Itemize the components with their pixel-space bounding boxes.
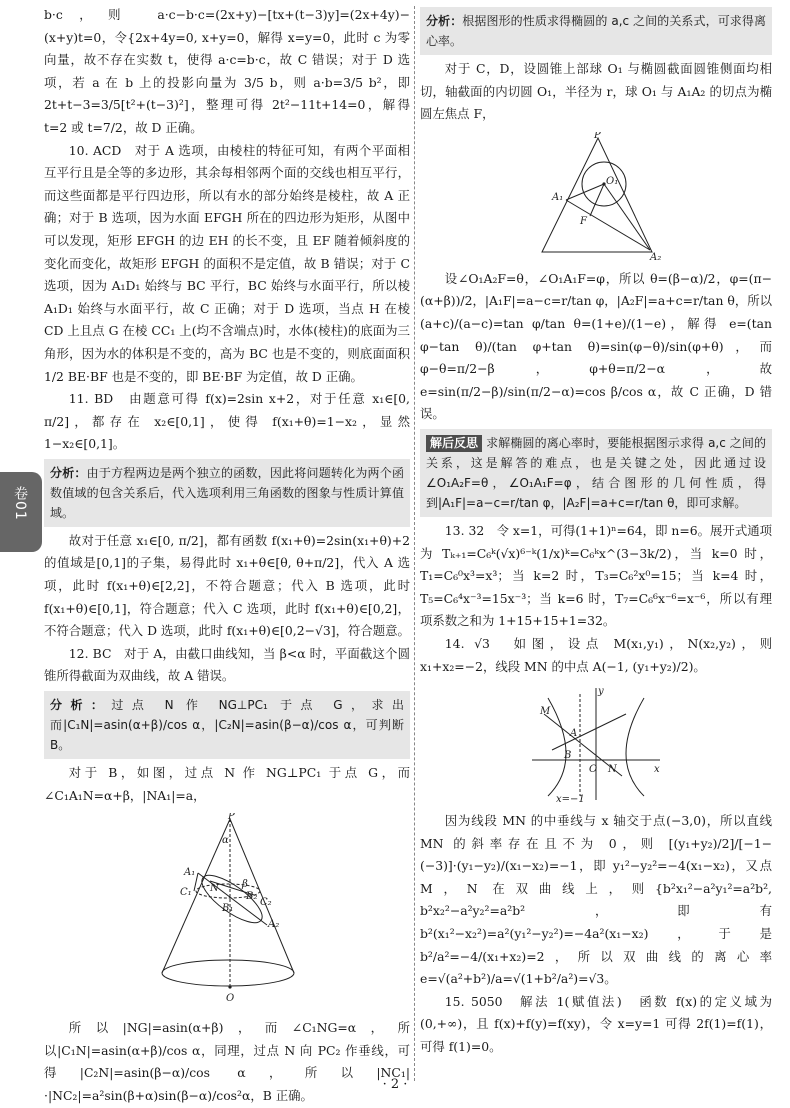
- cone-figure: [142, 813, 312, 1011]
- para-q11-cont: 故对于任意 x₁∈[0, π/2]，都有函数 f(x₁+θ)=2sin(x₁+θ)+2 的值域是[0,1]的子集，易得此时 x₁+θ∈[θ, θ+π/2]，代入 A 选项，此时 f(x₁+θ)∈[2,2]，不符合题意；代入 B 选项，此时 f(x₁+θ)∈[0,1]，符合题意；代入 C 选项，此时 f(x₁+θ)∈[0,2]，不符合题意；代入 D 选项，此时 f(x₁+θ)∈[0,2−√3]，符合题意。: [44, 532, 410, 639]
- analysis-text: 根据图形的性质求得椭圆的 a,c 之间的关系式，可求得离心率。: [426, 14, 766, 48]
- analysis-box-q11: [44, 459, 410, 527]
- cone-label-p: P: [228, 813, 235, 823]
- reflection-text: 求解椭圆的离心率时，要能根据图示求得 a,c 之间的关系，这是解答的难点，也是关键之处，因此通过设∠O₁A₂F=θ，∠O₁A₁F=φ，结合图形的几何性质，得到|A₁F|=a−c=r/tan φ，|A₂F|=a+c=r/tan θ，即可求解。: [426, 435, 766, 510]
- cone-label-beta: β: [242, 879, 248, 891]
- cone-label-alpha: α: [222, 835, 229, 847]
- cone-label-o: O: [226, 993, 235, 1005]
- hyp-label-m: M: [540, 706, 551, 718]
- tri-label-o1: O₁: [606, 175, 619, 187]
- cone-label-a1: A₁: [184, 867, 196, 879]
- tri-label-a1: A₁: [552, 191, 564, 203]
- hyp-label-a: A: [570, 728, 578, 740]
- reflection-tag: 解后反思: [426, 435, 482, 452]
- para-cd-cont: 设∠O₁A₂F=θ，∠O₁A₁F=φ，所以 θ=(β−α)/2，φ=(π−(α+β))/2，|A₁F|=a−c=r/tan φ，|A₂F|=a+c=r/tan θ，所以 (a+c)/(a−c)=tan φ/tan θ=(1+e)/(1−e)，解得 e=(tan φ−tan θ)/(tan φ+tan θ)=sin(φ−θ)/sin(φ+θ)，而 φ−θ=π/2−β，φ+θ=π/2−α，故 e=sin(π/2−β)/sin(π/2−α)=cos β/cos α，故 C 正确，D 错误。: [420, 270, 772, 422]
- hyp-label-o: O: [589, 764, 598, 776]
- tri-label-a2: A₂: [650, 251, 662, 262]
- para-q15: 15. 5050 解法 1(赋值法) 函数 f(x)的定义域为(0,+∞)，且 f(x)+f(y)=f(xy)，令 x=y=1 可得 2f(1)=f(1)，可得 f(1)=0。: [420, 993, 773, 1055]
- analysis-tag: 分析：: [50, 698, 112, 713]
- side-tab: [0, 472, 42, 552]
- right-column: [420, 4, 772, 1059]
- para-q12: 12. BC 对于 A，由截口曲线知，当 β<α 时，平面截这个圆锥所得截面为双曲线，故 A 错误。: [44, 645, 410, 684]
- analysis-tag: 分析：: [426, 14, 463, 28]
- para-q11: 11. BD 由题意可得 f(x)=2sin x+2，对于任意 x₁∈[0, π/2]，都存在 x₂∈[0,1]，使得 f(x₁+θ)=1−x₂，显然 1−x₂∈[0,1]。: [44, 391, 410, 452]
- cone-label-n: N: [210, 883, 219, 895]
- cone-label-b2: B₂: [246, 891, 258, 903]
- side-tab-label: 卷01: [12, 486, 28, 521]
- para-q12-b: 对于 B，如图，过点 N 作 NG⊥PC₁ 于点 G，而∠C₁A₁N=α+β，|NA₁|=a，: [44, 765, 410, 803]
- analysis-box-q12-cd: [420, 7, 772, 55]
- hyp-label-x: x: [654, 764, 660, 776]
- cone-label-c2: C₂: [260, 897, 272, 909]
- para-q9-end: b·c，则 a·c−b·c=(2x+y)−[tx+(t−3)y]=(2x+4y)−(x+y)t=0，令{2x+4y=0, x+y=0，解得 x=y=0，此时 c 为零向量，故不存在实数 t，使得 a·c=b·c，故 C 错误；对于 D 选项，若 a 在 b 上的投影向量为 3/5 b，则 a·b=3/5 b²，即 2t+t−3=3/5[t²+(t−3)²]，整理可得 2t²−11t+14=0，解得 t=2 或 t=7/2，故 D 正确。: [44, 7, 410, 135]
- tri-label-f: F: [580, 215, 587, 227]
- para-q14: 14. √3 如图，设点 M(x₁,y₁)，N(x₂,y₂)，则 x₁+x₂=−2，线段 MN 的中点 A(−1, (y₁+y₂)/2)。: [420, 635, 772, 674]
- hyp-label-line: x=−1: [556, 794, 585, 805]
- page-number: · 2 ·: [382, 1077, 408, 1092]
- para-q14-cont: 因为线段 MN 的中垂线与 x 轴交于点(−3,0)，所以直线 MN 的斜率存在且不为 0，则 [(y₁+y₂)/2]/[−1−(−3)]·(y₁−y₂)/(x₁−x₂)=−1，即 y₁²−y₂²=−4(x₁−x₂)，又点 M，N 在双曲线上，则{b²x₁²−a²y₁²=a²b², b²x₂²−a²y₂²=a²b²，即有 b²(x₁²−x₂²)=a²(y₁²−y₂²)=−4a²(x₁−x₂)，于是 b²/a²=−4/(x₁+x₂)=2，所以双曲线的离心率 e=√(a²+b²)/a=√(1+b²/a²)=√3。: [420, 813, 772, 987]
- cone-label-a2: A₂: [268, 919, 280, 931]
- hyp-label-y: y: [598, 686, 604, 698]
- left-column: [44, 4, 410, 1108]
- para-q10: 10. ACD 对于 A 选项，由棱柱的特征可知，有两个平面相互平行且是全等的多边形，其余每相邻两个面的交线也相互平行，而这些面都是平行四边形，所以有水的部分始终是棱柱，故 A 正确；对于 B 选项，因为水面 EFGH 所在的四边形为矩形，从图中可以发现，矩形 EFGH 的边 EH 的长不变，且 EF 随着倾斜度的变化而变化，故矩形 EFGH 的面积不是定值，故 B 错误；对于 C 选项，因为 A₁D₁ 始终与 BC 平行，BC 始终与水面平行，所以棱 A₁D₁ 始终与水面平行，故 C 正确；对于 D 选项，当点 H 在棱 CD 上且点 G 在棱 CC₁ 上(均不含端点)时，水体(棱柱)的底面为三角形，因为水的体积是不变的，高为 BC 也是不变的，则底面面积 1/2 BE·BF 也是不变的，即 BE·BF 为定值，故 D 正确。: [44, 142, 410, 384]
- cone-label-c1: C₁: [180, 887, 192, 899]
- column-divider: [414, 6, 415, 1081]
- para-cd: 对于 C，D，设圆锥上部球 O₁ 与椭圆截面圆锥侧面均相切，轴截面的内切圆 O₁，半径为 r，球 O₁ 与 A₁A₂ 的切点为椭圆左焦点 F，: [420, 61, 772, 122]
- para-q12-c: 所以|NG|=asin(α+β)，而∠C₁NG=α，所以|C₁N|=asin(α+β)/cos α，同理，过点 N 向 PC₂ 作垂线，可得|C₂N|=asin(β−α)/cos α，所以|NC₁|·|NC₂|=a²sin(β+α)sin(β−α)/cos²α，B 正确。: [44, 1020, 410, 1103]
- hyp-label-b: B: [564, 750, 572, 762]
- analysis-text: 由于方程两边是两个独立的函数，因此将问题转化为两个函数值域的包含关系后，代入选项利用三角函数的图象与性质计算值域。: [50, 465, 404, 520]
- hyp-label-n: N: [608, 764, 617, 776]
- analysis-text: 过点 N 作 NG⊥PC₁ 于点 G，求出而|C₁N|=asin(α+β)/cos α，|C₂N|=asin(β−α)/cos α，可判断 B。: [50, 698, 404, 753]
- para-q13: 13. 32 令 x=1，可得(1+1)ⁿ=64，即 n=6。展开式通项为 Tₖ₊₁=C₆ᵏ(√x)⁶⁻ᵏ(1/x)ᵏ=C₆ᵏx^(3−3k/2)，当 k=0 时，T₁=C₆⁰x³=x³；当 k=2 时，T₃=C₆²x⁰=15；当 k=4 时，T₅=C₆⁴x⁻³=15x⁻³；当 k=6 时，T₇=C₆⁶x⁻⁶=x⁻⁶，所以有理项系数之和为 1+15+15+1=32。: [420, 522, 772, 629]
- reflection-box: [420, 429, 772, 517]
- analysis-tag: 分析：: [50, 465, 87, 480]
- triangle-figure: [526, 132, 666, 262]
- hyperbola-figure: [526, 684, 666, 804]
- tri-label-p: P: [594, 131, 601, 141]
- analysis-box-q12: [44, 691, 410, 759]
- cone-label-b1: B₁: [222, 903, 234, 915]
